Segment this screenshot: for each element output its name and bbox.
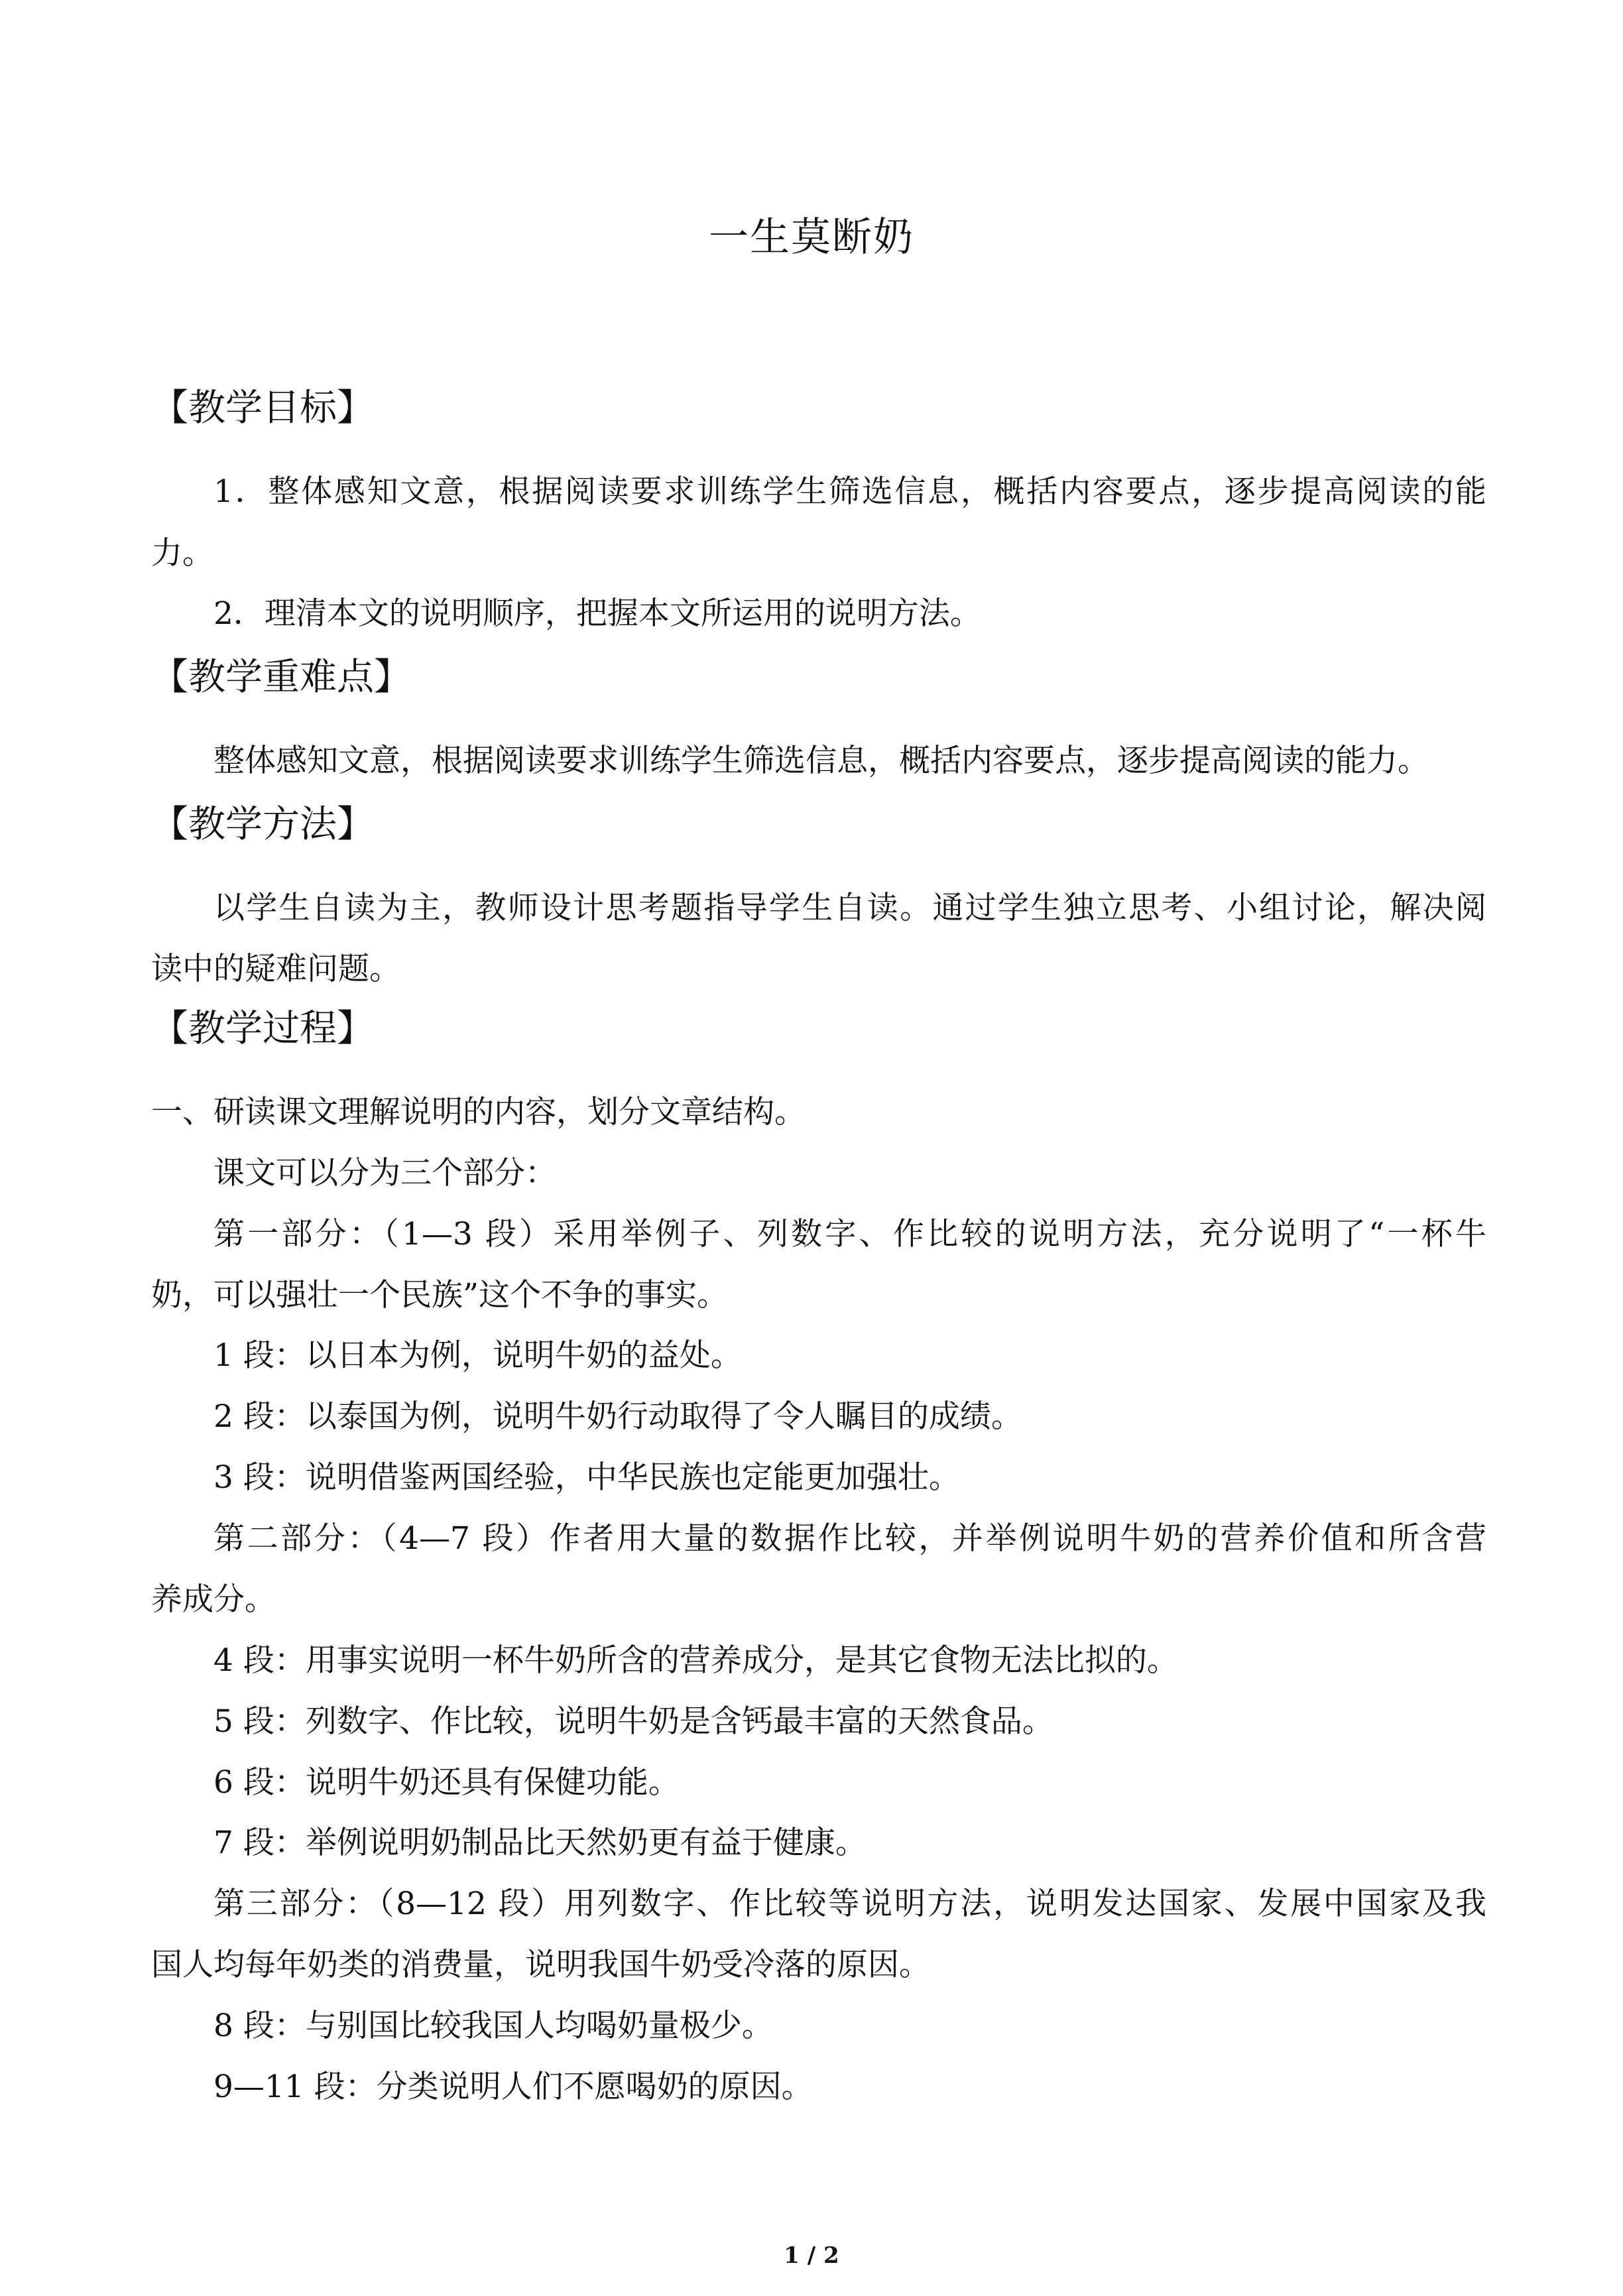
paragraph-5-summary: 5 段：列数字、作比较，说明牛奶是含钙最丰富的天然食品。 — [213, 1703, 1053, 1740]
heading-teaching-process: 【教学过程】 — [151, 1007, 374, 1050]
paragraph-1-summary: 1 段：以日本为例，说明牛奶的益处。 — [213, 1337, 742, 1374]
part-1-line-2: 奶，可以强壮一个民族”这个不争的事实。 — [151, 1277, 729, 1313]
paragraph-6-summary: 6 段：说明牛奶还具有保健功能。 — [213, 1764, 680, 1801]
paragraph-4-summary: 4 段：用事实说明一杯牛奶所含的营养成分，是其它食物无法比拟的。 — [213, 1642, 1178, 1679]
goal-item-2: 2．理清本文的说明顺序，把握本文所运用的说明方法。 — [213, 595, 981, 632]
page-number: 1 / 2 — [784, 2242, 839, 2269]
part-2-line-2: 养成分。 — [151, 1581, 276, 1618]
heading-teaching-methods: 【教学方法】 — [151, 803, 374, 846]
key-points-text: 整体感知文意，根据阅读要求训练学生筛选信息，概括内容要点，逐步提高阅读的能力。 — [213, 743, 1429, 779]
methods-line-2: 读中的疑难问题。 — [151, 951, 400, 987]
part-1-line-1: 第一部分：（1—3 段）采用举例子、列数字、作比较的说明方法，充分说明了“一杯牛 — [213, 1216, 1486, 1252]
goal-item-1-line-1: 1．整体感知文意，根据阅读要求训练学生筛选信息，概括内容要点，逐步提高阅读的能 — [213, 473, 1486, 510]
paragraph-3-summary: 3 段：说明借鉴两国经验，中华民族也定能更加强壮。 — [213, 1459, 960, 1496]
part-2-line-1: 第二部分：（4—7 段）作者用大量的数据作比较，并举例说明牛奶的营养价值和所含营 — [213, 1520, 1486, 1557]
page-title: 一生莫断奶 — [709, 214, 914, 261]
part-3-line-1: 第三部分：（8—12 段）用列数字、作比较等说明方法，说明发达国家、发展中国家及我 — [213, 1886, 1486, 1922]
goal-item-1-line-2: 力。 — [151, 535, 213, 572]
process-intro: 课文可以分为三个部分： — [213, 1155, 556, 1191]
heading-teaching-goals: 【教学目标】 — [151, 387, 374, 430]
methods-line-1: 以学生自读为主，教师设计思考题指导学生自读。通过学生独立思考、小组讨论，解决阅 — [213, 890, 1486, 926]
paragraph-2-summary: 2 段：以泰国为例，说明牛奶行动取得了令人瞩目的成绩。 — [213, 1398, 1022, 1435]
heading-key-points: 【教学重难点】 — [151, 656, 411, 699]
process-step-1: 一、研读课文理解说明的内容，划分文章结构。 — [151, 1094, 806, 1130]
part-3-line-2: 国人均每年奶类的消费量，说明我国牛奶受冷落的原因。 — [151, 1947, 930, 1983]
paragraph-9-11-summary: 9—11 段：分类说明人们不愿喝奶的原因。 — [213, 2069, 813, 2105]
paragraph-8-summary: 8 段：与别国比较我国人均喝奶量极少。 — [213, 2008, 773, 2044]
paragraph-7-summary: 7 段：举例说明奶制品比天然奶更有益于健康。 — [213, 1825, 867, 1861]
